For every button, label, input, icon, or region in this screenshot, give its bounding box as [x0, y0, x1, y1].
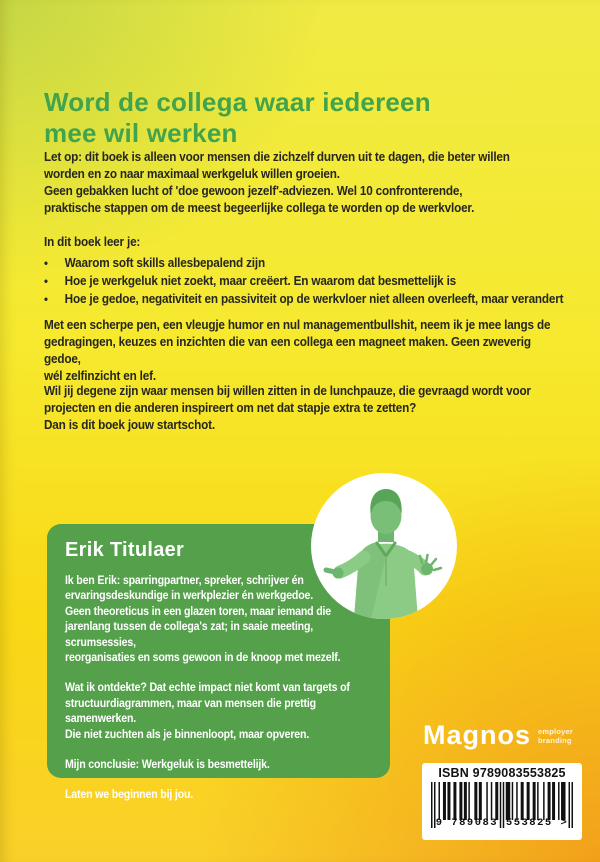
author-photo — [311, 473, 457, 619]
author-closing-line: Laten we beginnen bij jou. — [65, 787, 194, 802]
bullet-icon: • — [44, 274, 48, 288]
list-item — [44, 290, 570, 308]
learnings-list — [44, 234, 570, 308]
isbn-label: ISBN 9789083553825 — [438, 766, 566, 780]
list-item — [44, 272, 570, 290]
publisher-logo — [423, 720, 573, 750]
pitch-paragraph: Met een scherpe pen, een vleugje humor en nul managementbullshit, neem ik je mee langs de gedragingen, keuzes en inzichten die van een collega een magneet maken. Geen zweverig gedoe, wél zelfinzicht en lef. — [44, 318, 551, 383]
author-insight-paragraph: Wat ik ontdekte? Dat echte impact niet komt van targets of structuurdiagrammen, maar van mensen die prettig samenwerken. Die niet zuchten als je binnenloopt, maar opveren. — [65, 680, 350, 741]
list-item-text: Waarom soft skills allesbepalend zijn — [64, 256, 265, 270]
list-item — [44, 254, 570, 272]
author-bio-paragraph: Ik ben Erik: sparringpartner, spreker, schrijver én ervaringsdeskundige in werkplezier én werkgedoe. Geen theoreticus in een glazen toren, maar iemand die jarenlang tussen de collega's zat; in saaie meeting, scrumsessies, reorganisaties en soms gewoon in de knoop met mezelf. — [65, 573, 341, 665]
publisher-name: Magnos — [423, 720, 532, 750]
author-name: Erik Titulaer — [65, 539, 185, 561]
list-item-text: Hoe je gedoe, negativiteit en passiviteit op de werkvloer niet alleen overleeft, maar verandert — [64, 292, 564, 306]
barcode-digits: 9 789083 553825 > — [435, 817, 569, 829]
isbn-barcode-panel — [422, 763, 582, 840]
call-to-action-paragraph: Wil jij degene zijn waar mensen bij willen zitten in de lunchpauze, die gevraagd wordt voor projecten en die anderen inspireert om net dat stapje extra te zetten? Dan is dit boek jouw startschot. — [44, 384, 531, 432]
publisher-tagline: employer branding — [538, 727, 573, 745]
cover-title: Word de collega waar iedereen mee wil werken — [44, 87, 431, 149]
bullet-icon: • — [44, 292, 48, 306]
list-intro: In dit boek leer je: — [44, 235, 141, 249]
list-item-text: Hoe je werkgeluk niet zoekt, maar creëert. En waarom dat besmettelijk is — [64, 274, 457, 288]
intro-paragraph: Let op: dit boek is alleen voor mensen die zichzelf durven uit te dagen, die beter willen worden en zo naar maximaal werkgeluk willen groeien. Geen gebakken lucht of 'doe gewoon jezelf'-adviezen. Wel 10 confronterende, praktische stappen om de meest begeerlijke collega te worden op de werkvloer. — [44, 150, 510, 215]
author-photo-illustration — [311, 473, 457, 619]
author-conclusion: Mijn conclusie: Werkgeluk is besmettelijk. — [65, 757, 270, 772]
bullet-icon: • — [44, 256, 48, 270]
